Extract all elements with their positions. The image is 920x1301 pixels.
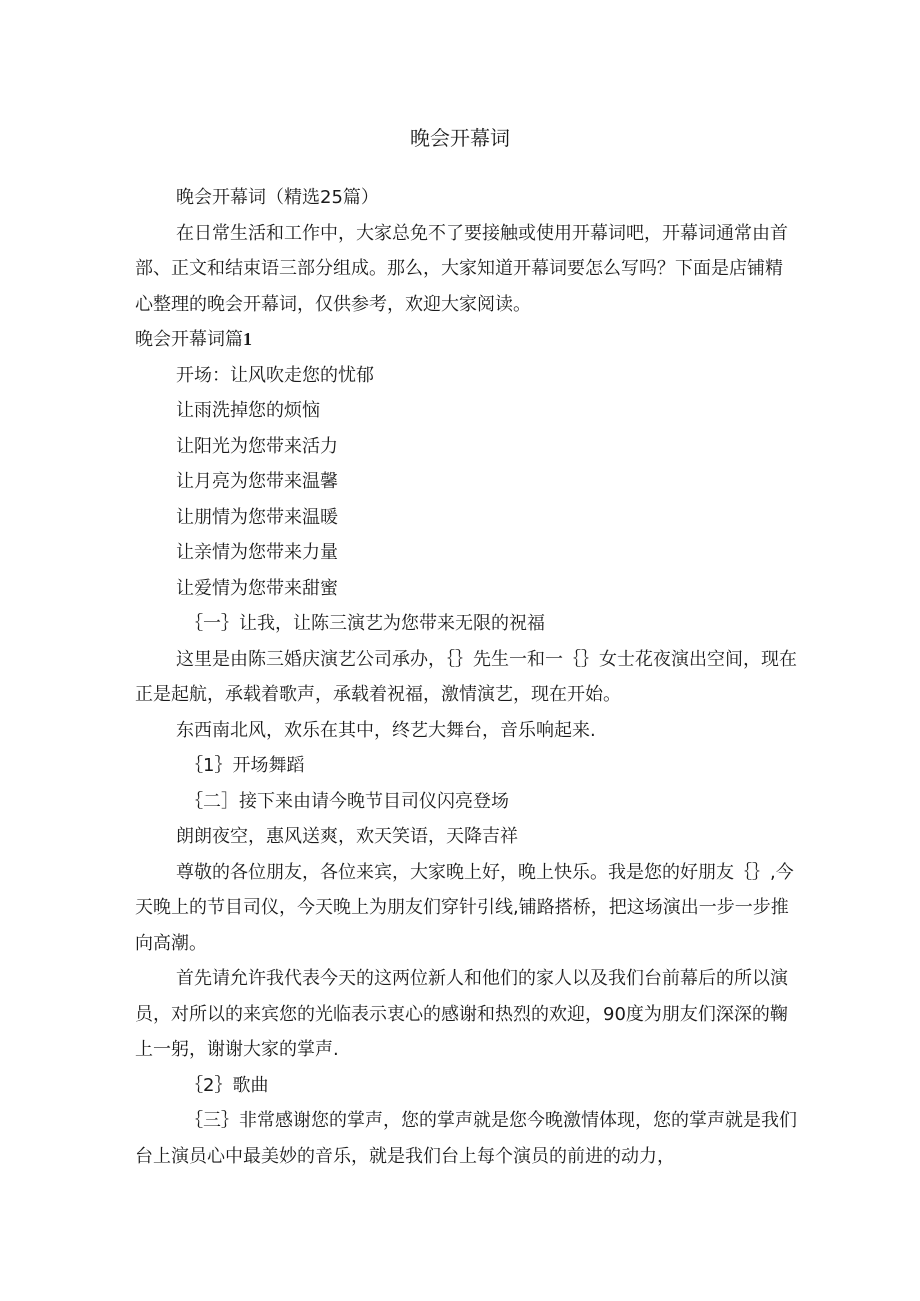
paragraph: 尊敬的各位朋友，各位来宾，大家晚上好，晚上快乐。我是您的好朋友｛｝,今天晚上的节目司仪，今天晚上为朋友们穿针引线,铺路搭桥，把这场演出一步一步推向高潮。 (135, 861, 794, 954)
poem-line: 开场：让风吹走您的忧郁 (176, 364, 374, 386)
paragraph: 东西南北风，欢乐在其中，终艺大舞台，音乐响起来. (176, 719, 596, 741)
poem-line: 让阳光为您带来活力 (176, 435, 338, 457)
paragraph: 这里是由陈三婚庆演艺公司承办，｛｝先生一和一｛｝女士花夜演出空间，现在正是起航，承载着歌声，承载着祝福，激情演艺，现在开始。 (135, 648, 797, 705)
paragraph: 朗朗夜空，惠风送爽，欢天笑语，天降吉祥 (176, 826, 518, 847)
poem-line: 让雨洗掉您的烦恼 (176, 400, 320, 421)
section-heading (135, 322, 797, 358)
poem-line: 让月亮为您带来温馨 (176, 471, 338, 492)
document-body (135, 180, 797, 1174)
part2-title: ｛二］接下来由请今晚节目司仪闪亮登场 (185, 790, 509, 812)
subtitle: 晚会开幕词（精选25篇） (176, 187, 379, 208)
program-item: ｛2｝歌曲 (185, 1074, 269, 1096)
document-title: 晚会开幕词 (410, 126, 510, 150)
section-heading-number: 1 (243, 329, 252, 349)
section-heading-text: 晚会开幕词篇 (135, 329, 243, 350)
poem-line: 让朋情为您带来温暖 (176, 506, 338, 528)
part1-title: ｛一｝让我，让陈三演艺为您带来无限的祝福 (185, 613, 545, 634)
program-item: ｛1｝开场舞蹈 (185, 755, 305, 776)
paragraph: 首先请允许我代表今天的这两位新人和他们的家人以及我们台前幕后的所以演员，对所以的来宾您的光临表示衷心的感谢和热烈的欢迎，90度为朋友们深深的鞠上一躬，谢谢大家的掌声. (135, 968, 788, 1060)
poem-line: 让爱情为您带来甜蜜 (176, 577, 338, 599)
intro-paragraph: 在日常生活和工作中，大家总免不了要接触或使用开幕词吧，开幕词通常由首部、正文和结束语三部分组成。那么，大家知道开幕词要怎么写吗？下面是店铺精心整理的晚会开幕词，仅供参考，欢迎大家阅读。 (135, 222, 788, 315)
poem-line: 让亲情为您带来力量 (176, 542, 338, 563)
paragraph: ｛三｝非常感谢您的掌声，您的掌声就是您今晚激情体现，您的掌声就是我们台上演员心中最美妙的音乐，就是我们台上每个演员的前进的动力， (135, 1110, 797, 1167)
